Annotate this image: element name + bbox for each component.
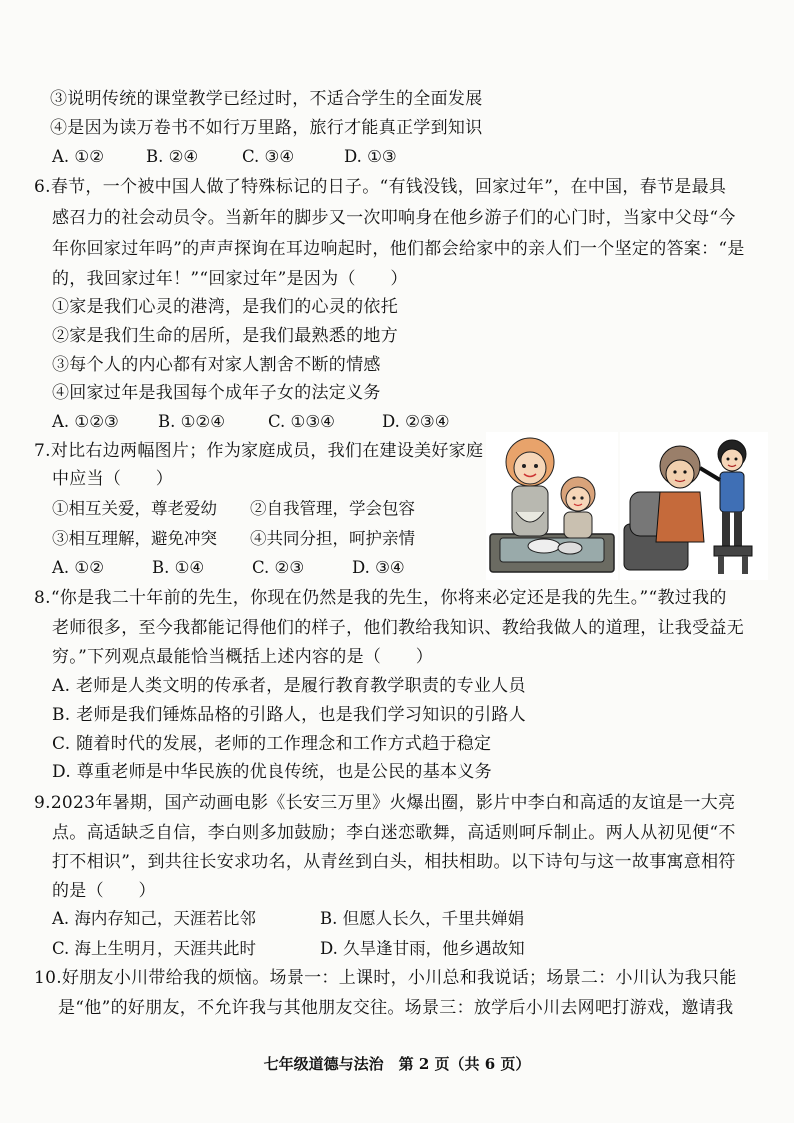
q7-statement-4: ④共同分担，呵护亲情 [250,529,415,548]
q9-option-a: A. 海内存知己，天涯若比邻 [52,909,256,928]
q9-option-b: B. 但愿人长久，千里共婵娟 [320,909,525,928]
q5-option-c: C. ③④ [242,147,295,166]
q6-option-a: A. ①②③ [52,412,119,431]
q5-statement-3: ③说明传统的课堂教学已经过时，不适合学生的全面发展 [50,89,483,109]
q6-line-3: 年你回家过年吗”的声声探询在耳边响起时，他们都会给家中的亲人们一个坚定的答案：“是 [52,239,745,259]
q7-statement-3: ③相互理解，避免冲突 [52,529,217,548]
q9-line-1: 9.2023年暑期，国产动画电影《长安三万里》火爆出圈，影片中李白和高适的友谊是一大亮 [34,793,736,813]
q10-line-2: 是“他”的好朋友，不允许我与其他朋友交往。场景三：放学后小川去网吧打游戏，邀请我 [58,998,734,1018]
q9-line-4: 的是（ ） [52,881,156,901]
q6-line-2: 感召力的社会动员令。当新年的脚步又一次叩响身在他乡游子们的心门时，当家中父母“今 [52,208,736,228]
q5-option-d: D. ①③ [344,147,397,166]
family-dishwashing-illustration [486,432,618,580]
q9-line-2: 点。高适缺乏自信，李白则多加鼓励；李白迷恋歌舞，高适则呵斥制止。两人从初见便“不 [52,823,736,843]
q8-line-2: 老师很多，至今我都能记得他们的样子，他们教给我知识、教给我做人的道理，让我受益无 [52,618,744,638]
q6-option-d: D. ②③④ [382,412,450,431]
q8-option-b: B. 老师是我们锤炼品格的引路人，也是我们学习知识的引路人 [52,705,526,725]
q7-option-b: B. ①④ [152,558,205,577]
q6-statement-3: ③每个人的内心都有对家人割舍不断的情感 [52,355,381,375]
q5-statement-4: ④是因为读万卷书不如行万里路，旅行才能真正学到知识 [50,118,483,138]
child-grandmother-illustration [620,432,768,580]
q6-statement-1: ①家是我们心灵的港湾，是我们的心灵的依托 [52,297,398,317]
q6-statement-4: ④回家过年是我国每个成年子女的法定义务 [52,383,381,403]
page-footer: 七年级道德与法治 第 2 页（共 6 页） [263,1055,531,1073]
q8-option-d: D. 尊重老师是中华民族的优良传统，也是公民的基本义务 [52,762,492,782]
q6-option-b: B. ①②④ [158,412,225,431]
q5-option-a: A. ①② [52,147,104,166]
q9-line-3: 打不相识”，到共往长安求功名，从青丝到白头，相扶相助。以下诗句与这一故事寓意相符 [52,852,736,872]
q8-line-1: 8.“你是我二十年前的先生，你现在仍然是我的先生，你将来必定还是我的先生。”“教过我的 [34,588,727,608]
q9-option-d: D. 久旱逢甘雨，他乡遇故知 [320,939,525,958]
q6-line-1: 6.春节，一个被中国人做了特殊标记的日子。“有钱没钱，回家过年”，在中国，春节是最具 [34,177,727,197]
q8-option-c: C. 随着时代的发展，老师的工作理念和工作方式趋于稳定 [52,734,492,754]
q7-statement-1: ①相互关爱，尊老爱幼 [52,499,217,518]
q6-statement-2: ②家是我们生命的居所，是我们最熟悉的地方 [52,326,398,346]
q9-option-c: C. 海上生明月，天涯共此时 [52,939,257,958]
q8-line-3: 穷。”下列观点最能恰当概括上述内容的是（ ） [52,647,434,667]
q7-option-c: C. ②③ [252,558,305,577]
q7-option-d: D. ③④ [352,558,405,577]
q7-line-1: 7.对比右边两幅图片；作为家庭成员，我们在建设美好家庭 [34,441,484,461]
q7-option-a: A. ①② [52,558,104,577]
q5-option-b: B. ②④ [146,147,199,166]
q7-statement-2: ②自我管理，学会包容 [250,499,415,518]
q7-line-2: 中应当（ ） [52,469,174,489]
q6-option-c: C. ①③④ [268,412,335,431]
q8-option-a: A. 老师是人类文明的传承者，是履行教育教学职责的专业人员 [52,676,526,696]
q6-line-4: 的，我回家过年！”“回家过年”是因为（ ） [52,269,408,289]
q10-line-1: 10.好朋友小川带给我的烦恼。场景一：上课时，小川总和我说话；场景二：小川认为我只能 [34,968,737,988]
